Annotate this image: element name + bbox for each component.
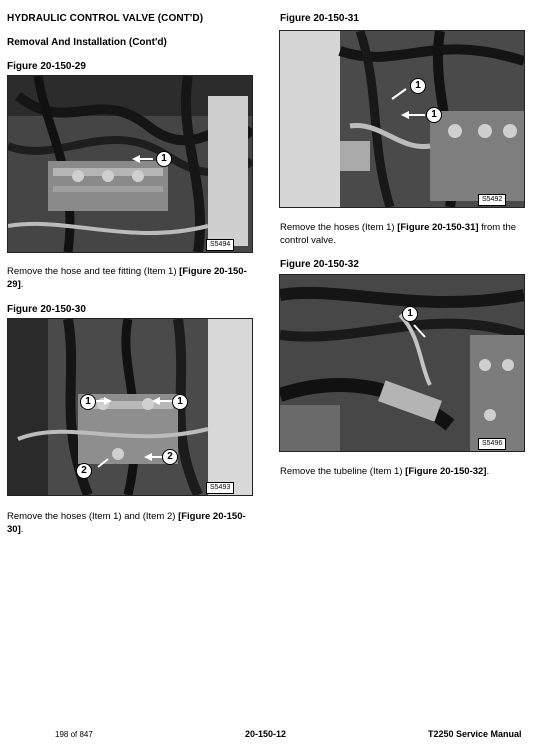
figure-reference-link[interactable]: [Figure 20-150-31] bbox=[397, 222, 479, 233]
paragraph-32: Remove the tubeline (Item 1) [Figure 20-150-32]. bbox=[280, 466, 490, 477]
figure-32-photo bbox=[279, 274, 525, 452]
callout-item-1: 1 bbox=[172, 394, 188, 410]
subsection-title: Removal And Installation (Cont'd) bbox=[7, 37, 167, 48]
figure-reference-link[interactable]: [Figure 20-150-32] bbox=[405, 466, 487, 477]
figure-31-label: Figure 20-150-31 bbox=[280, 13, 359, 24]
page-counter: 198 of 847 bbox=[55, 730, 93, 739]
section-page-number: 20-150-12 bbox=[245, 729, 287, 739]
figure-32-label: Figure 20-150-32 bbox=[280, 259, 359, 270]
paragraph-30: Remove the hoses (Item 1) and (Item 2) [Figure 20-150-30]. bbox=[7, 511, 246, 535]
figure-31-photo bbox=[279, 30, 525, 208]
figure-reference-link[interactable]: [Figure 20-150-30] bbox=[7, 511, 246, 535]
callout-item-1: 1 bbox=[402, 306, 418, 322]
callout-item-1: 1 bbox=[426, 107, 442, 123]
figure-reference-link[interactable]: [Figure 20-150-29] bbox=[7, 266, 247, 290]
figure-code: S5492 bbox=[478, 194, 506, 206]
figure-29-label: Figure 20-150-29 bbox=[7, 61, 86, 72]
callout-item-2: 2 bbox=[162, 449, 178, 465]
figure-code: S5496 bbox=[478, 438, 506, 450]
figure-30-photo bbox=[7, 318, 253, 496]
figure-code: S5493 bbox=[206, 482, 234, 494]
callout-item-1: 1 bbox=[410, 78, 426, 94]
section-title: HYDRAULIC CONTROL VALVE (CONT'D) bbox=[7, 13, 204, 24]
figure-code: S5494 bbox=[206, 239, 234, 251]
manual-title: T2250 Service Manual bbox=[428, 729, 522, 739]
paragraph-29: Remove the hose and tee fitting (Item 1) [Figure 20-150-29]. bbox=[7, 266, 247, 290]
callout-item-2: 2 bbox=[76, 463, 92, 479]
callout-item-1: 1 bbox=[80, 394, 96, 410]
figure-30-label: Figure 20-150-30 bbox=[7, 304, 86, 315]
paragraph-31: Remove the hoses (Item 1) [Figure 20-150-31] from the control valve. bbox=[280, 222, 517, 246]
callout-item-1: 1 bbox=[156, 151, 172, 167]
figure-29-photo bbox=[7, 75, 253, 253]
